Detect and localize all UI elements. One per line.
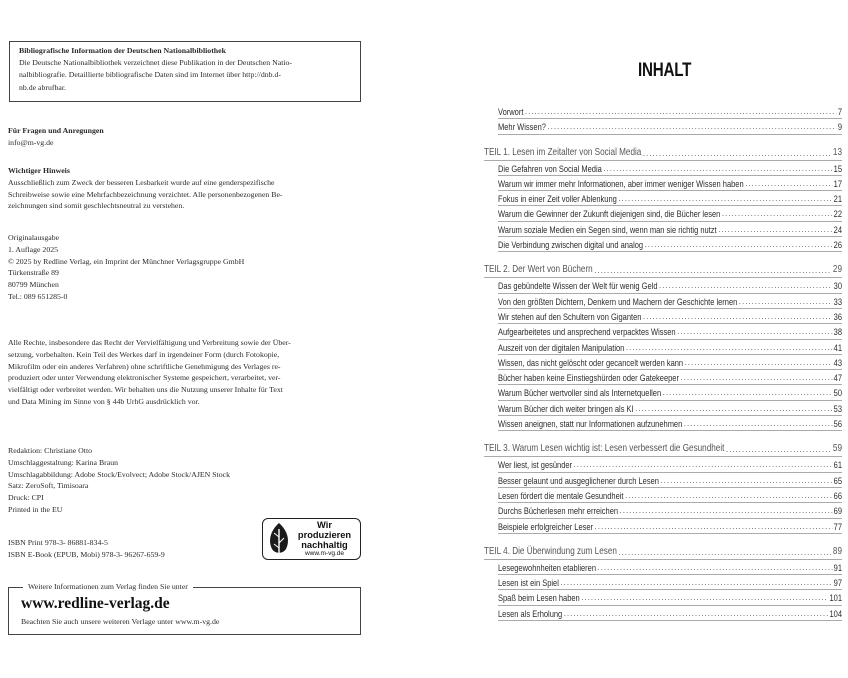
toc-entry-title: Wir stehen auf den Schultern von Giganten <box>498 310 642 322</box>
toc-part-title: TEIL 3. Warum Lesen wichtig ist: Lesen verbessert die Gesundheit <box>484 443 725 455</box>
notice-line: Ausschließlich zum Zweck der besseren Lesbarkeit wurde auf eine genderspezifische <box>8 177 275 187</box>
web-note: Beachten Sie auch unsere weiteren Verlage unter www.m-vg.de <box>21 617 220 626</box>
badge-url: www.m-vg.de <box>304 550 344 557</box>
toc-entry-title: Beispiele erfolgreicher Leser <box>498 520 594 532</box>
toc-entry-page: 69 <box>833 505 842 517</box>
toc-entry-page: 91 <box>833 561 842 573</box>
toc-entry <box>498 340 842 355</box>
edition-line: © 2025 by Redline Verlag, ein Imprint der Münchner Verlagsgruppe GmbH <box>8 256 245 266</box>
questions-email: info@m-vg.de <box>8 137 54 147</box>
toc-entry-page: 50 <box>833 387 842 399</box>
toc-entry-page: 104 <box>829 607 842 619</box>
toc-entry-page: 77 <box>833 520 842 532</box>
toc-entry <box>498 503 842 518</box>
toc-entry-page: 26 <box>833 239 842 251</box>
toc-entry-page: 43 <box>833 356 842 368</box>
toc-part-page: 29 <box>832 264 842 276</box>
toc-entry-title: Warum Bücher dich weiter bringen als KI <box>498 402 634 414</box>
toc-entry-title: Wissen aneignen, statt nur Informationen aufzunehmen <box>498 418 683 430</box>
table-of-contents <box>484 104 842 621</box>
toc-entry <box>498 606 842 621</box>
credits-line: Printed in the EU <box>8 504 63 514</box>
toc-entry <box>498 473 842 488</box>
toc-entry-page: 65 <box>833 474 842 486</box>
toc-page <box>424 0 848 678</box>
notice-block <box>8 165 364 212</box>
toc-entry <box>498 104 842 119</box>
badge-line-2: nachhaltig <box>301 540 348 550</box>
toc-entry-page: 101 <box>829 592 842 604</box>
toc-entry <box>498 370 842 385</box>
credits-line: Redaktion: Christiane Otto <box>8 446 93 455</box>
rights-line: Alle Rechte, insbesondere das Recht der Vervielfältigung und Verbreitung sowie der Über- <box>8 338 291 347</box>
toc-entry-title: Von den größten Dichtern, Denkern und Machern der Geschichte lernen <box>498 295 738 307</box>
toc-part-heading <box>484 145 842 161</box>
rights-line: produziert oder unter Verwendung elektronischer Systeme gespeichert, verarbeitet, ver- <box>8 373 281 383</box>
credits-line: Umschlagabbildung: Adobe Stock/Evolvect; Adobe Stock/AJEN Stock <box>8 469 230 479</box>
toc-entry-title: Die Verbindung zwischen digital und analog <box>498 239 644 251</box>
rights-line: vielfältigt oder verbreitet werden. Wir behalten uns die Nutzung unserer Inhalte für Text <box>8 385 283 395</box>
rights-line: Mikrofilm oder ein anderes Verfahren) ohne schriftliche Genehmigung des Verlages re- <box>8 361 281 371</box>
toc-entry-title: Fokus in einer Zeit voller Ablenkung <box>498 193 617 205</box>
web-legend: Weitere Informationen zum Verlag finden Sie unter <box>23 581 193 593</box>
notice-line: Schreibweise sowie eine Mehrfachbezeichnung verzichtet. Alle personenbezogenen Be- <box>8 189 283 199</box>
toc-entry-title: Warum die Gewinner der Zukunft diejenigen sind, die Bücher lesen <box>498 208 721 220</box>
toc-entry <box>498 191 842 206</box>
toc-entry-page: 33 <box>833 295 842 307</box>
toc-entry-title: Bücher haben keine Einstiegshürden oder Gatekeeper <box>498 372 679 384</box>
toc-part-page: 89 <box>832 545 842 557</box>
toc-entry-title: Durchs Bücherlesen mehr erreichen <box>498 505 619 517</box>
edition-line: Tel.: 089 651285-0 <box>8 291 68 301</box>
toc-entry <box>498 385 842 400</box>
toc-entry <box>498 294 842 309</box>
toc-entry-page: 17 <box>833 177 842 189</box>
credits-block <box>8 445 364 516</box>
toc-entry-title: Mehr Wissen? <box>498 121 546 133</box>
toc-entry-title: Besser gelaunt und ausgeglichener durch Lesen <box>498 474 659 486</box>
isbn-ebook: ISBN E-Book (EPUB, Mobi) 978-3- 96267-659-9 <box>8 549 165 559</box>
toc-entry-page: 53 <box>833 402 842 414</box>
badge-text <box>292 520 360 558</box>
toc-entry <box>498 176 842 191</box>
toc-entry-title: Wissen, das nicht gelöscht oder gecancelt werden kann <box>498 356 684 368</box>
publisher-web-box <box>8 582 361 635</box>
toc-entry-title: Warum soziale Medien ein Segen sind, wenn man sie richtig nutzt <box>498 223 717 235</box>
toc-entry-title: Lesen fördert die mentale Gesundheit <box>498 489 624 501</box>
badge-line-1: Wir produzieren <box>297 520 352 540</box>
toc-entry <box>498 457 842 472</box>
toc-entry-title: Lesen ist ein Spiel <box>498 577 559 589</box>
toc-entry-page: 22 <box>833 208 842 220</box>
toc-entry <box>498 560 842 575</box>
toc-entry-page: 36 <box>833 310 842 322</box>
toc-entry <box>498 519 842 534</box>
toc-entry <box>498 309 842 324</box>
toc-entry-page: 61 <box>833 459 842 471</box>
toc-entry <box>498 488 842 503</box>
toc-entry-page: 21 <box>833 193 842 205</box>
toc-entry-page: 66 <box>833 489 842 501</box>
isbn-print: ISBN Print 978-3- 86881-834-5 <box>8 538 108 547</box>
toc-entry <box>498 590 842 605</box>
rights-line: und Data Mining im Sinne von § 44b UrhG ausdrücklich vor. <box>8 396 200 406</box>
toc-entry-title: Warum wir immer mehr Informationen, aber immer weniger Wissen haben <box>498 177 744 189</box>
bibliographic-info-box <box>9 41 361 102</box>
toc-entry-title: Lesegewohnheiten etablieren <box>498 561 596 573</box>
toc-part-heading <box>484 262 842 278</box>
toc-entry-title: Das gebündelte Wissen der Welt für wenig Geld <box>498 280 658 292</box>
edition-block <box>8 232 364 303</box>
toc-part-page: 13 <box>832 146 842 158</box>
toc-entry-title: Auszeit von der digitalen Manipulation <box>498 341 625 353</box>
toc-entry-page: 47 <box>833 372 842 384</box>
toc-entry-title: Spaß beim Lesen haben <box>498 592 580 604</box>
toc-entry-title: Lesen als Erholung <box>498 607 563 619</box>
toc-entry <box>498 119 842 134</box>
toc-entry <box>498 401 842 416</box>
publisher-url[interactable]: www.redline-verlag.de <box>21 595 170 612</box>
notice-title: Wichtiger Hinweis <box>8 166 70 175</box>
edition-line: Türkenstraße 89 <box>8 268 59 278</box>
toc-part-title: TEIL 4. Die Überwindung zum Lesen <box>484 545 617 557</box>
toc-entry <box>498 206 842 221</box>
toc-entry-page: 38 <box>833 326 842 338</box>
credits-line: Umschlaggestaltung: Karina Braun <box>8 457 118 467</box>
toc-part-title: TEIL 2. Der Wert von Büchern <box>484 264 593 276</box>
toc-part-heading <box>484 441 842 457</box>
toc-entry-page: 24 <box>833 223 842 235</box>
toc-entry-title: Vorwort <box>498 106 524 117</box>
rights-line: setzung, vorbehalten. Kein Teil des Werkes darf in irgendeiner Form (durch Fotokopie, <box>8 349 280 359</box>
toc-entry <box>498 222 842 237</box>
questions-block <box>8 125 364 149</box>
toc-entry <box>498 575 842 590</box>
edition-line: Originalausgabe <box>8 233 60 242</box>
toc-entry <box>498 355 842 370</box>
toc-entry <box>498 324 842 339</box>
biblio-line: nb.de abrufbar. <box>19 82 66 92</box>
biblio-line: Die Deutsche Nationalbibliothek verzeichnet diese Publikation in der Deutschen Natio- <box>19 58 293 68</box>
toc-entry-title: Die Gefahren von Social Media <box>498 162 602 174</box>
toc-title: INHALT <box>638 60 692 81</box>
toc-entry-page: 15 <box>833 162 842 174</box>
toc-part-heading <box>484 544 842 560</box>
notice-line: zeichnungen sind somit geschlechtsneutral zu verstehen. <box>8 201 185 211</box>
edition-line: 1. Auflage 2025 <box>8 244 59 254</box>
toc-entry <box>498 237 842 252</box>
credits-line: Druck: CPI <box>8 493 44 503</box>
toc-entry-page: 7 <box>837 106 842 117</box>
edition-line: 80799 München <box>8 280 59 290</box>
toc-entry-page: 30 <box>833 280 842 292</box>
rights-block <box>8 337 364 408</box>
toc-entry <box>498 161 842 176</box>
toc-part-page: 59 <box>832 443 842 455</box>
toc-part-title: TEIL 1. Lesen im Zeitalter von Social Media <box>484 146 642 158</box>
biblio-text <box>19 57 351 94</box>
toc-entry <box>498 278 842 293</box>
toc-entry-page: 56 <box>833 418 842 430</box>
toc-entry-title: Aufgearbeitetes und ansprechend verpacktes Wissen <box>498 326 676 338</box>
leaf-icon <box>266 521 292 557</box>
toc-entry-title: Warum Bücher wertvoller sind als Internetquellen <box>498 387 662 399</box>
toc-entry <box>498 416 842 431</box>
biblio-title: Bibliografische Information der Deutschen Nationalbibliothek <box>19 46 226 55</box>
toc-entry-page: 97 <box>833 577 842 589</box>
credits-line: Satz: ZeroSoft, Timisoara <box>8 481 89 491</box>
biblio-line: nalbibliografie. Detaillierte bibliografische Daten sind im Internet über http://dnb.d- <box>19 70 281 80</box>
toc-entry-page: 9 <box>837 121 842 133</box>
questions-title: Für Fragen und Anregungen <box>8 126 104 135</box>
sustainability-badge <box>262 518 361 560</box>
toc-entry-page: 41 <box>833 341 842 353</box>
toc-entry-title: Wer liest, ist gesünder <box>498 459 573 471</box>
